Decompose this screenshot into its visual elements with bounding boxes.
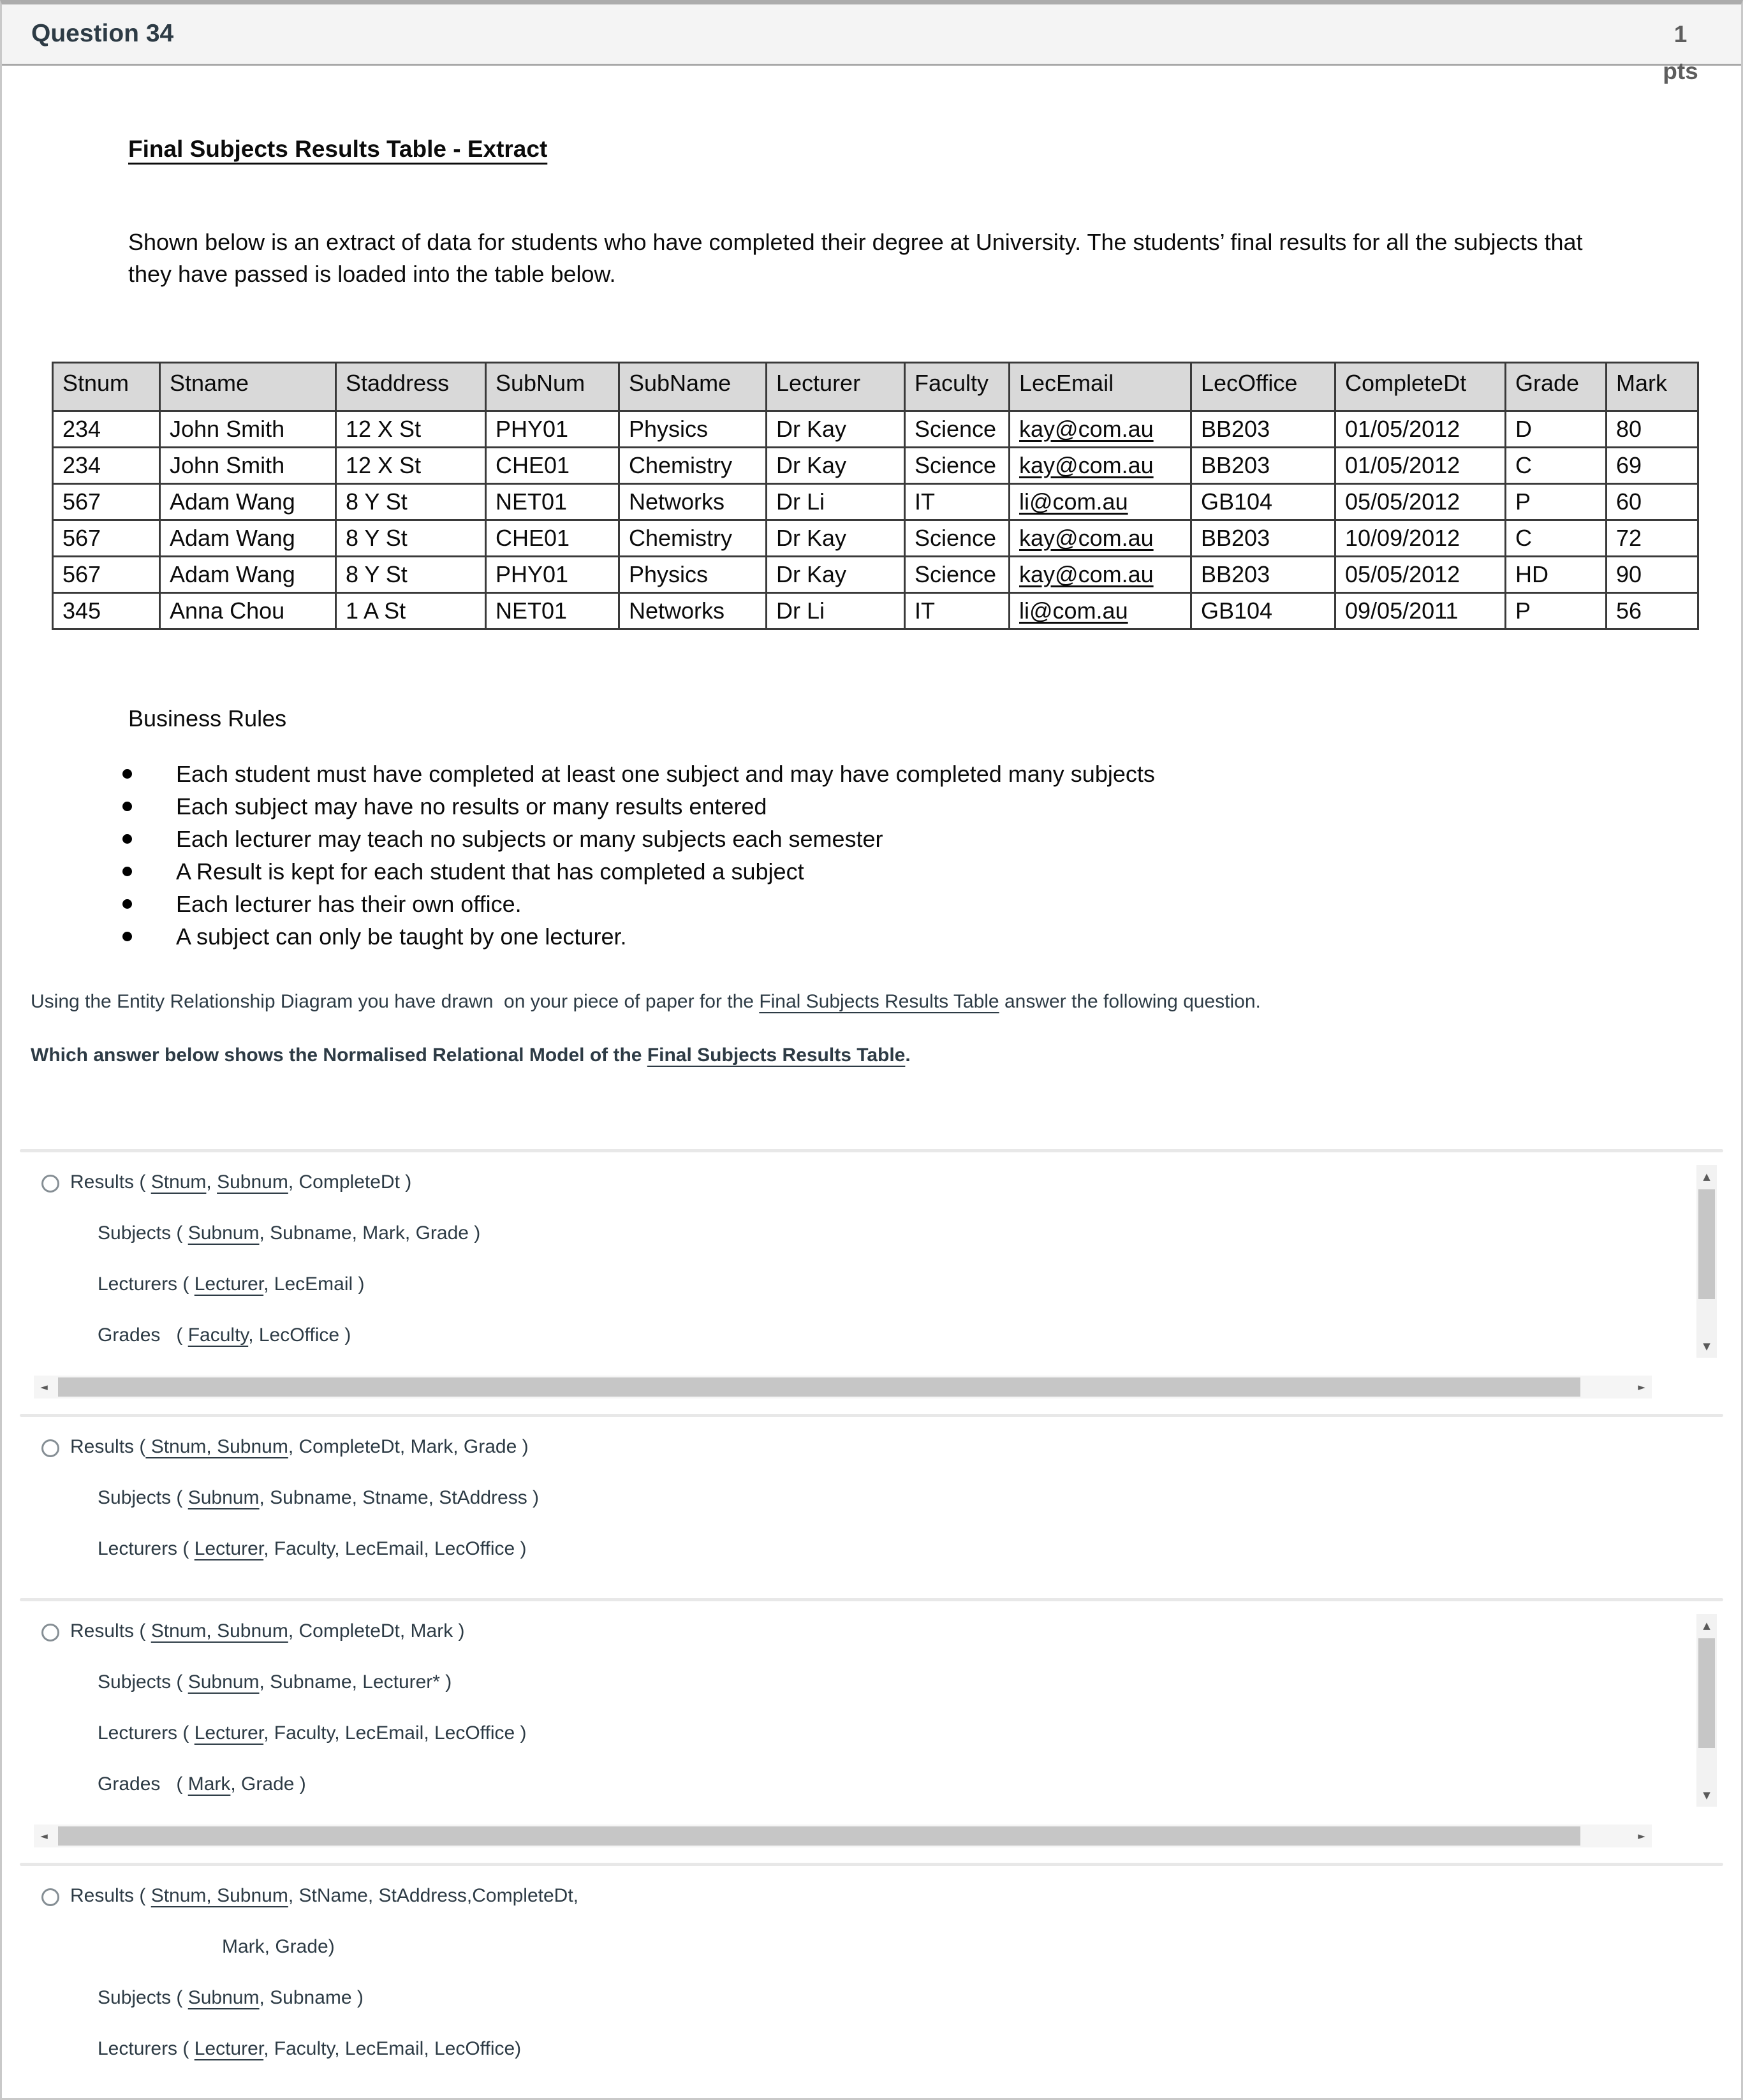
question-body <box>2 136 1741 1066</box>
table-cell: NET01 <box>486 484 619 520</box>
document-title: Final Subjects Results Table - Extract <box>128 136 548 162</box>
table-header-row <box>53 363 1698 411</box>
key-attribute: Lecturer <box>194 1274 264 1295</box>
key-attribute: Stnum, Subnum <box>145 1436 288 1457</box>
table-cell: 8 Y St <box>336 557 486 593</box>
table-cell: 234 <box>53 448 160 484</box>
key-attribute: Subnum <box>188 1487 260 1508</box>
horizontal-scrollbar[interactable] <box>34 1825 1652 1847</box>
table-cell: 567 <box>53 484 160 520</box>
column-header-subname: SubName <box>619 363 767 411</box>
key-attribute: Stnum, Subnum <box>151 1885 288 1906</box>
scroll-up-arrow[interactable]: ▲ <box>1703 1620 1710 1631</box>
scroll-right-arrow[interactable]: ► <box>1638 1381 1645 1393</box>
option-text: Mark, Grade) <box>222 1936 335 1957</box>
option-line <box>34 1671 1677 1693</box>
column-header-stname: Stname <box>160 363 336 411</box>
table-cell: 10/09/2012 <box>1335 520 1506 557</box>
option-text: , Subname, Lecturer* ) <box>259 1671 452 1692</box>
instruction-text: answer the following question. <box>999 991 1261 1012</box>
radio-button[interactable] <box>41 1624 59 1641</box>
table-cell: CHE01 <box>486 520 619 557</box>
option-line <box>34 1171 1677 1193</box>
key-attribute: Subnum <box>188 1223 260 1244</box>
table-cell: Networks <box>619 484 767 520</box>
horizontal-scrollbar[interactable] <box>34 1376 1652 1399</box>
key-attribute: Lecturer <box>194 1722 264 1744</box>
option-text: Grades ( <box>98 1773 188 1795</box>
scroll-right-arrow[interactable]: ► <box>1638 1830 1645 1842</box>
table-row <box>53 484 1698 520</box>
answer-options <box>2 1149 1741 2098</box>
table-cell: Dr Kay <box>767 411 905 448</box>
answer-text-area[interactable] <box>34 1620 1709 1847</box>
option-line <box>34 1538 1709 1560</box>
key-attribute: Stnum <box>151 1171 207 1193</box>
option-line <box>34 1223 1677 1244</box>
option-text: , LecEmail ) <box>263 1274 365 1295</box>
option-text: Lecturers ( <box>98 1722 195 1744</box>
table-cell: Dr Li <box>767 593 905 629</box>
option-text: , CompleteDt, Mark ) <box>288 1620 465 1641</box>
scroll-left-arrow[interactable]: ◄ <box>40 1830 48 1842</box>
table-cell: kay@com.au <box>1010 448 1191 484</box>
answer-option-2 <box>2 1417 1741 1598</box>
column-header-stnum: Stnum <box>53 363 160 411</box>
table-cell: 12 X St <box>336 448 486 484</box>
table-cell: PHY01 <box>486 411 619 448</box>
option-line <box>34 1936 1709 1958</box>
table-cell: 345 <box>53 593 160 629</box>
key-attribute: Lecturer <box>194 1538 264 1559</box>
business-rule-item: Each subject may have no results or many results entered <box>176 790 1712 823</box>
option-line <box>34 1487 1709 1509</box>
radio-button[interactable] <box>41 1888 59 1906</box>
option-text: , <box>206 1171 217 1193</box>
table-cell: Physics <box>619 411 767 448</box>
table-cell: 01/05/2012 <box>1335 448 1506 484</box>
option-text: Lecturers ( <box>98 1274 195 1295</box>
table-cell: CHE01 <box>486 448 619 484</box>
key-attribute: Faculty <box>188 1325 249 1346</box>
column-header-subnum: SubNum <box>486 363 619 411</box>
table-cell: C <box>1506 520 1607 557</box>
option-text: Subjects ( <box>98 1671 188 1692</box>
table-cell: 56 <box>1607 593 1698 629</box>
question-prompt-text: Which answer below shows the Normalised Relational Model of the <box>31 1045 647 1066</box>
points-unit: pts <box>1663 58 1698 84</box>
instruction-paragraph <box>31 991 1712 1013</box>
table-cell: 90 <box>1607 557 1698 593</box>
option-text: Lecturers ( <box>98 1538 195 1559</box>
business-rule-item: Each lecturer may teach no subjects or many subjects each semester <box>176 823 1712 855</box>
table-cell: 60 <box>1607 484 1698 520</box>
horizontal-scroll-thumb[interactable] <box>58 1826 1580 1846</box>
option-text: , Subname, Stname, StAddress ) <box>259 1487 540 1508</box>
table-cell: li@com.au <box>1010 593 1191 629</box>
table-row <box>53 557 1698 593</box>
table-cell: Adam Wang <box>160 520 336 557</box>
scroll-left-arrow[interactable]: ◄ <box>40 1381 48 1393</box>
option-text: Subjects ( <box>98 1987 188 2008</box>
table-cell: li@com.au <box>1010 484 1191 520</box>
table-cell: BB203 <box>1191 557 1335 593</box>
option-text: , LecOffice ) <box>248 1325 351 1346</box>
table-cell: Science <box>905 557 1010 593</box>
table-cell: NET01 <box>486 593 619 629</box>
answer-text-area[interactable] <box>34 1171 1709 1399</box>
table-cell: kay@com.au <box>1010 557 1191 593</box>
table-cell: IT <box>905 593 1010 629</box>
business-rule-item: A subject can only be taught by one lecturer. <box>176 920 1712 953</box>
option-text: Results ( <box>70 1171 151 1193</box>
table-cell: Adam Wang <box>160 484 336 520</box>
table-cell: 8 Y St <box>336 520 486 557</box>
option-line <box>34 1325 1677 1346</box>
key-attribute: Subnum <box>217 1171 288 1193</box>
key-attribute: Subnum <box>188 1671 260 1692</box>
option-text: Results ( <box>70 1885 151 1906</box>
table-cell: 1 A St <box>336 593 486 629</box>
table-cell: D <box>1506 411 1607 448</box>
vertical-scroll-thumb[interactable] <box>1698 1638 1715 1748</box>
option-line <box>34 1722 1677 1744</box>
table-cell: Physics <box>619 557 767 593</box>
table-cell: Science <box>905 520 1010 557</box>
option-text: , Subname, Mark, Grade ) <box>259 1223 481 1244</box>
column-header-lecoffice: LecOffice <box>1191 363 1335 411</box>
column-header-grade: Grade <box>1506 363 1607 411</box>
table-cell: 8 Y St <box>336 484 486 520</box>
option-text: Results ( <box>70 1436 146 1457</box>
option-text: Lecturers ( <box>98 2038 195 2059</box>
table-cell: 05/05/2012 <box>1335 484 1506 520</box>
points-value: 1 <box>1673 21 1688 47</box>
table-cell: Science <box>905 411 1010 448</box>
table-reference-link: Final Subjects Results Table <box>759 991 999 1012</box>
horizontal-scroll-thumb[interactable] <box>58 1377 1580 1397</box>
radio-button[interactable] <box>41 1175 59 1193</box>
table-cell: BB203 <box>1191 411 1335 448</box>
column-header-lecemail: LecEmail <box>1010 363 1191 411</box>
column-header-completedt: CompleteDt <box>1335 363 1506 411</box>
table-cell: BB203 <box>1191 448 1335 484</box>
table-cell: 567 <box>53 557 160 593</box>
table-cell: Chemistry <box>619 448 767 484</box>
table-cell: kay@com.au <box>1010 520 1191 557</box>
option-text: , Faculty, LecEmail, LecOffice ) <box>263 1538 527 1559</box>
key-attribute: Subnum <box>188 1987 260 2008</box>
table-cell: IT <box>905 484 1010 520</box>
question-header <box>2 4 1741 84</box>
option-text: Results ( <box>70 1620 151 1641</box>
option-text: , Subname ) <box>259 1987 364 2008</box>
instruction-text: Using the Entity Relationship Diagram you have drawn on your piece of paper for the <box>31 991 760 1012</box>
key-attribute: Mark <box>188 1773 231 1795</box>
option-text: Subjects ( <box>98 1223 188 1244</box>
option-text: , Faculty, LecEmail, LecOffice ) <box>263 1722 527 1744</box>
question-prompt-text: . <box>905 1045 911 1066</box>
table-cell: 80 <box>1607 411 1698 448</box>
answer-option-1 <box>2 1152 1741 1414</box>
question-prompt <box>31 1045 1712 1066</box>
table-cell: HD <box>1506 557 1607 593</box>
answer-text-area <box>34 1885 1709 2060</box>
table-cell: Dr Kay <box>767 557 905 593</box>
answer-text-area <box>34 1436 1709 1560</box>
scroll-down-arrow[interactable]: ▼ <box>1703 1340 1710 1352</box>
scroll-up-arrow[interactable]: ▲ <box>1703 1171 1710 1182</box>
scroll-down-arrow[interactable]: ▼ <box>1703 1789 1710 1801</box>
table-cell: 01/05/2012 <box>1335 411 1506 448</box>
table-cell: 234 <box>53 411 160 448</box>
option-line <box>34 1773 1677 1795</box>
column-header-lecturer: Lecturer <box>767 363 905 411</box>
business-rule-item: A Result is kept for each student that has completed a subject <box>176 855 1712 888</box>
option-text: Grades ( <box>98 1325 188 1346</box>
option-line <box>34 1987 1709 2009</box>
column-header-faculty: Faculty <box>905 363 1010 411</box>
key-attribute: Lecturer <box>194 2038 264 2059</box>
points-badge <box>1653 16 1708 90</box>
vertical-scrollbar[interactable] <box>1696 1614 1717 1807</box>
table-cell: 567 <box>53 520 160 557</box>
option-line <box>34 1620 1677 1642</box>
results-table <box>52 362 1699 630</box>
business-rule-item: Each student must have completed at least one subject and may have completed many subjects <box>176 758 1712 790</box>
option-text: , Grade ) <box>230 1773 306 1795</box>
vertical-scrollbar[interactable] <box>1696 1165 1717 1358</box>
answer-option-4 <box>2 1866 1741 2098</box>
table-cell: 09/05/2011 <box>1335 593 1506 629</box>
table-cell: PHY01 <box>486 557 619 593</box>
option-text: , CompleteDt, Mark, Grade ) <box>288 1436 529 1457</box>
table-cell: 12 X St <box>336 411 486 448</box>
table-cell: kay@com.au <box>1010 411 1191 448</box>
table-cell: Dr Kay <box>767 448 905 484</box>
option-line <box>34 1885 1709 1907</box>
option-text: , CompleteDt ) <box>288 1171 412 1193</box>
business-rule-item: Each lecturer has their own office. <box>176 888 1712 920</box>
option-line <box>34 2038 1709 2060</box>
key-attribute: Stnum, Subnum <box>151 1620 288 1641</box>
table-cell: GB104 <box>1191 484 1335 520</box>
table-cell: Dr Li <box>767 484 905 520</box>
table-cell: John Smith <box>160 411 336 448</box>
table-cell: P <box>1506 484 1607 520</box>
vertical-scroll-thumb[interactable] <box>1698 1189 1715 1299</box>
table-cell: Adam Wang <box>160 557 336 593</box>
option-text: , StName, StAddress,CompleteDt, <box>288 1885 578 1906</box>
column-header-mark: Mark <box>1607 363 1698 411</box>
table-reference-link: Final Subjects Results Table <box>647 1045 906 1066</box>
table-cell: Networks <box>619 593 767 629</box>
answer-option-3 <box>2 1601 1741 1863</box>
question-title: Question 34 <box>31 20 174 47</box>
table-row <box>53 448 1698 484</box>
table-cell: Anna Chou <box>160 593 336 629</box>
option-line <box>34 1436 1709 1458</box>
table-cell: Dr Kay <box>767 520 905 557</box>
column-header-staddress: Staddress <box>336 363 486 411</box>
table-cell: Chemistry <box>619 520 767 557</box>
table-cell: 05/05/2012 <box>1335 557 1506 593</box>
table-row <box>53 411 1698 448</box>
table-cell: John Smith <box>160 448 336 484</box>
table-cell: GB104 <box>1191 593 1335 629</box>
table-row <box>53 520 1698 557</box>
option-line <box>34 1274 1677 1295</box>
business-rules-heading: Business Rules <box>128 705 287 731</box>
radio-button[interactable] <box>41 1439 59 1457</box>
intro-paragraph: Shown below is an extract of data for students who have completed their degree at University. The students’ final results for all the subjects that they have passed is loaded into the table below. <box>128 229 1583 287</box>
table-row <box>53 593 1698 629</box>
table-cell: C <box>1506 448 1607 484</box>
option-text: , Faculty, LecEmail, LecOffice) <box>263 2038 522 2059</box>
option-text: Subjects ( <box>98 1487 188 1508</box>
table-cell: BB203 <box>1191 520 1335 557</box>
table-cell: Science <box>905 448 1010 484</box>
business-rules-list <box>31 758 1712 953</box>
table-cell: P <box>1506 593 1607 629</box>
table-cell: 69 <box>1607 448 1698 484</box>
table-cell: 72 <box>1607 520 1698 557</box>
